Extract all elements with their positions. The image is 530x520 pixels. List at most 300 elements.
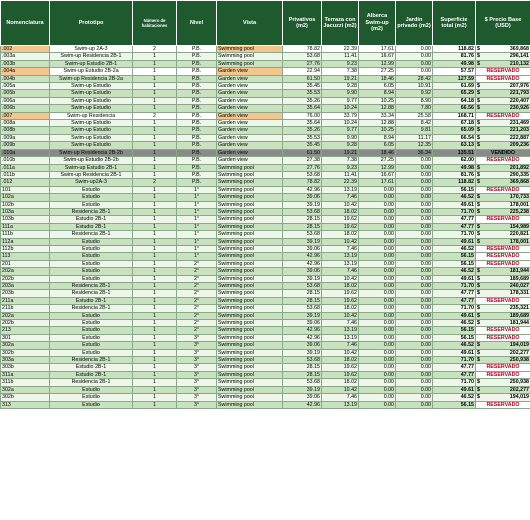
currency-symbol: $ <box>477 386 480 393</box>
pool-cell: 0.00 <box>359 194 396 201</box>
level-cell: P.B. <box>177 149 217 156</box>
garden-cell: 0.00 <box>396 379 433 386</box>
bedrooms-cell: 1 <box>133 83 177 90</box>
level-cell: P.B. <box>177 97 217 104</box>
view-cell: Swimming pool <box>217 208 283 215</box>
price-cell: $ 189,689 <box>477 312 529 319</box>
private-area-cell: 53.68 <box>283 283 322 290</box>
level-cell: P.B. <box>177 179 217 186</box>
total-area-cell: 47.77 <box>433 290 476 297</box>
pool-cell: 33.34 <box>359 112 396 119</box>
pool-cell: 17.61 <box>359 179 396 186</box>
view-cell: Swimming pool <box>217 186 283 193</box>
pool-cell: 12.99 <box>359 164 396 171</box>
pool-cell: 0.00 <box>359 186 396 193</box>
unit-code-cell: 112a <box>1 238 50 245</box>
header-vista: Vista <box>217 1 283 46</box>
price-cell: RESERVADO <box>476 327 530 334</box>
view-cell: Swimming pool <box>217 223 283 230</box>
level-cell: 1° <box>177 201 217 208</box>
pool-cell: 0.00 <box>359 231 396 238</box>
total-area-cell: 47.77 <box>433 223 476 230</box>
garden-cell: 0.00 <box>396 297 433 304</box>
view-cell: Swimming pool <box>217 231 283 238</box>
price-cell: $ 178,001 <box>477 201 529 208</box>
currency-symbol: $ <box>477 349 480 356</box>
level-cell: 1° <box>177 238 217 245</box>
table-row <box>1 364 530 371</box>
view-cell: Swimming pool <box>217 216 283 223</box>
view-cell: Swimming pool <box>217 320 283 327</box>
table-row <box>1 53 530 60</box>
unit-code-cell: .010a <box>1 149 50 156</box>
total-area-cell: 46.52 <box>433 320 476 327</box>
total-area-cell: 49.98 <box>433 164 476 171</box>
pool-cell: 0.00 <box>359 245 396 252</box>
total-area-cell: 118.82 <box>433 179 476 186</box>
private-area-cell: 53.68 <box>283 171 322 178</box>
garden-cell: 0.00 <box>396 386 433 393</box>
total-area-cell: 57.57 <box>433 68 476 75</box>
view-cell: Garden view <box>217 75 283 82</box>
pool-cell: 0.00 <box>359 327 396 334</box>
terrace-cell: 18.02 <box>322 231 359 238</box>
total-area-cell: 66.54 <box>433 134 476 141</box>
prototype-cell: Estudio <box>50 386 133 393</box>
garden-cell: 0.00 <box>396 245 433 252</box>
price-cell: RESERVADO <box>476 334 530 341</box>
table-row <box>1 194 530 201</box>
price-cell: $ 221,793 <box>477 90 529 97</box>
garden-cell: 0.00 <box>396 357 433 364</box>
bedrooms-cell: 1 <box>133 157 177 164</box>
total-area-cell: 46.52 <box>433 394 476 401</box>
terrace-cell: 9.90 <box>322 90 359 97</box>
unit-code-cell: .012 <box>1 179 50 186</box>
pool-cell: 27.25 <box>359 68 396 75</box>
view-cell: Swimming pool <box>217 46 283 53</box>
view-cell: Swimming pool <box>217 60 283 67</box>
level-cell: 2° <box>177 290 217 297</box>
currency-symbol: $ <box>477 97 480 104</box>
pool-cell: 0.00 <box>359 320 396 327</box>
prototype-cell: Residencia 2B-1 <box>50 290 133 297</box>
price-cell: RESERVADO <box>476 297 530 304</box>
pool-cell: 0.00 <box>359 283 396 290</box>
pool-cell: 0.00 <box>359 334 396 341</box>
table-row <box>1 97 530 104</box>
pool-cell: 12.88 <box>359 105 396 112</box>
total-area-cell: 56.15 <box>433 260 476 267</box>
header-jardin: Jardín privado (m2) <box>396 1 433 46</box>
unit-code-cell: 202b <box>1 320 50 327</box>
prototype-cell: Swim-up Estudio <box>50 90 133 97</box>
prototype-cell: Swim-up Estudio <box>50 83 133 90</box>
pool-cell: 12.88 <box>359 120 396 127</box>
private-area-cell: 39.19 <box>283 275 322 282</box>
price-cell: RESERVADO <box>476 68 530 75</box>
terrace-cell: 19.62 <box>322 290 359 297</box>
view-cell: Swimming pool <box>217 364 283 371</box>
bedrooms-cell: 1 <box>133 268 177 275</box>
garden-cell: 7.80 <box>396 105 433 112</box>
terrace-cell: 13.19 <box>322 327 359 334</box>
total-area-cell: 46.52 <box>433 194 476 201</box>
view-cell: Swimming pool <box>217 334 283 341</box>
bedrooms-cell: 1 <box>133 238 177 245</box>
garden-cell: 0.00 <box>396 201 433 208</box>
prototype-cell: Estudio <box>50 238 133 245</box>
prototype-cell: Residencia 2B-1 <box>50 305 133 312</box>
unit-code-cell: 201 <box>1 260 50 267</box>
level-cell: P.B. <box>177 142 217 149</box>
level-cell: 1° <box>177 223 217 230</box>
unit-code-cell: 301 <box>1 334 50 341</box>
private-area-cell: 78.82 <box>283 179 322 186</box>
pool-cell: 18.46 <box>359 75 396 82</box>
price-cell: RESERVADO <box>476 157 530 164</box>
bedrooms-cell: 1 <box>133 149 177 156</box>
prototype-cell: Swim-up 2A-3 <box>50 46 133 53</box>
table-row <box>1 275 530 282</box>
table-row <box>1 283 530 290</box>
level-cell: P.B. <box>177 134 217 141</box>
price-cell: $ 154,989 <box>477 223 529 230</box>
bedrooms-cell: 1 <box>133 305 177 312</box>
unit-code-cell: 302a <box>1 386 50 393</box>
level-cell: 3° <box>177 386 217 393</box>
bedrooms-cell: 1 <box>133 90 177 97</box>
pool-cell: 0.00 <box>359 223 396 230</box>
view-cell: Swimming pool <box>217 53 283 60</box>
unit-code-cell: 112b <box>1 245 50 252</box>
table-row <box>1 245 530 252</box>
private-area-cell: 39.19 <box>283 312 322 319</box>
private-area-cell: 28.15 <box>283 290 322 297</box>
garden-cell: 0.00 <box>396 164 433 171</box>
total-area-cell: 135.51 <box>433 149 476 156</box>
pool-cell: 17.61 <box>359 46 396 53</box>
prototype-cell: Swim-up Estudio <box>50 127 133 134</box>
unit-code-cell: .003b <box>1 60 50 67</box>
price-cell: RESERVADO <box>476 75 530 82</box>
pool-cell: 0.00 <box>359 290 396 297</box>
prototype-cell: Swim-up2A-3 <box>50 179 133 186</box>
total-area-cell: 56.15 <box>433 186 476 193</box>
private-area-cell: 35.45 <box>283 83 322 90</box>
table-row <box>1 268 530 275</box>
garden-cell: 0.00 <box>396 327 433 334</box>
level-cell: 1° <box>177 253 217 260</box>
header-nomenclatura: Nomenclatura <box>1 1 50 46</box>
private-area-cell: 35.53 <box>283 90 322 97</box>
private-area-cell: 35.45 <box>283 142 322 149</box>
currency-symbol: $ <box>477 208 480 215</box>
unit-code-cell: 103a <box>1 208 50 215</box>
bedrooms-cell: 1 <box>133 186 177 193</box>
total-area-cell: 71.70 <box>433 283 476 290</box>
table-row <box>1 231 530 238</box>
view-cell: Swimming pool <box>217 275 283 282</box>
prototype-cell: Estudio <box>50 334 133 341</box>
private-area-cell: 28.15 <box>283 297 322 304</box>
garden-cell: 0.00 <box>396 238 433 245</box>
unit-code-cell: 102a <box>1 194 50 201</box>
table-row <box>1 46 530 53</box>
pool-cell: 0.00 <box>359 312 396 319</box>
garden-cell: 0.00 <box>396 194 433 201</box>
terrace-cell: 7.46 <box>322 394 359 401</box>
table-row <box>1 120 530 127</box>
total-area-cell: 56.15 <box>433 253 476 260</box>
terrace-cell: 18.02 <box>322 283 359 290</box>
unit-code-cell: 213 <box>1 327 50 334</box>
terrace-cell: 33.79 <box>322 112 359 119</box>
unit-code-cell: .008a <box>1 120 50 127</box>
prototype-cell: Estudio <box>50 253 133 260</box>
total-area-cell: 47.77 <box>433 371 476 378</box>
private-area-cell: 53.68 <box>283 305 322 312</box>
garden-cell: 28.42 <box>396 75 433 82</box>
level-cell: P.B. <box>177 68 217 75</box>
prototype-cell: Estudio 2B-1 <box>50 297 133 304</box>
private-area-cell: 53.68 <box>283 208 322 215</box>
private-area-cell: 28.15 <box>283 223 322 230</box>
terrace-cell: 9.23 <box>322 164 359 171</box>
terrace-cell: 9.28 <box>322 142 359 149</box>
private-area-cell: 53.68 <box>283 379 322 386</box>
bedrooms-cell: 2 <box>133 46 177 53</box>
price-cell: $ 231,469 <box>477 120 529 127</box>
level-cell: P.B. <box>177 75 217 82</box>
bedrooms-cell: 1 <box>133 334 177 341</box>
table-row <box>1 201 530 208</box>
garden-cell: 0.00 <box>396 157 433 164</box>
prototype-cell: Swim-up Estudio <box>50 120 133 127</box>
currency-symbol: $ <box>477 105 480 112</box>
table-row <box>1 157 530 164</box>
prototype-cell: Estudio <box>50 320 133 327</box>
prototype-cell: Estudio <box>50 275 133 282</box>
table-row <box>1 305 530 312</box>
private-area-cell: 27.76 <box>283 164 322 171</box>
table-row <box>1 223 530 230</box>
terrace-cell: 11.41 <box>322 171 359 178</box>
level-cell: 2° <box>177 305 217 312</box>
table-row <box>1 320 530 327</box>
unit-code-cell: 311a <box>1 371 50 378</box>
unit-code-cell: .010b <box>1 157 50 164</box>
bedrooms-cell: 1 <box>133 201 177 208</box>
view-cell: Swimming pool <box>217 194 283 201</box>
terrace-cell: 10.24 <box>322 120 359 127</box>
currency-symbol: $ <box>477 179 480 186</box>
total-area-cell: 81.76 <box>433 171 476 178</box>
price-cell: $ 194,019 <box>477 342 529 349</box>
total-area-cell: 56.15 <box>433 327 476 334</box>
garden-cell: 0.00 <box>396 216 433 223</box>
prototype-cell: Estudio <box>50 268 133 275</box>
bedrooms-cell: 2 <box>133 112 177 119</box>
unit-code-cell: .002 <box>1 46 50 53</box>
total-area-cell: 47.77 <box>433 297 476 304</box>
terrace-cell: 10.42 <box>322 312 359 319</box>
table-row <box>1 312 530 319</box>
header-precio: $ Precio Base (USD) <box>476 1 530 46</box>
view-cell: Swimming pool <box>217 312 283 319</box>
pool-cell: 10.25 <box>359 97 396 104</box>
price-cell: RESERVADO <box>476 401 530 408</box>
bedrooms-cell: 1 <box>133 386 177 393</box>
level-cell: 3° <box>177 334 217 341</box>
garden-cell: 8.42 <box>396 120 433 127</box>
private-area-cell: 39.19 <box>283 349 322 356</box>
price-cell: $ 202,277 <box>477 386 529 393</box>
unit-code-cell: .007 <box>1 112 50 119</box>
currency-symbol: $ <box>477 171 480 178</box>
terrace-cell: 10.42 <box>322 238 359 245</box>
table-row <box>1 112 530 119</box>
view-cell: Swimming pool <box>217 327 283 334</box>
pool-cell: 0.00 <box>359 371 396 378</box>
unit-code-cell: .009b <box>1 142 50 149</box>
view-cell: Swimming pool <box>217 342 283 349</box>
table-row <box>1 394 530 401</box>
unit-code-cell: 101 <box>1 186 50 193</box>
price-cell: RESERVADO <box>476 260 530 267</box>
unit-code-cell: 103b <box>1 216 50 223</box>
pool-cell: 0.00 <box>359 260 396 267</box>
prototype-cell: Estudio <box>50 186 133 193</box>
view-cell: Garden view <box>217 90 283 97</box>
pool-cell: 0.00 <box>359 253 396 260</box>
unit-code-cell: .006a <box>1 97 50 104</box>
price-cell: $ 194,019 <box>477 394 529 401</box>
bedrooms-cell: 1 <box>133 275 177 282</box>
bedrooms-cell: 1 <box>133 194 177 201</box>
pool-cell: 0.00 <box>359 401 396 408</box>
garden-cell: 0.00 <box>396 46 433 53</box>
bedrooms-cell: 1 <box>133 223 177 230</box>
currency-symbol: $ <box>477 194 480 201</box>
view-cell: Swimming pool <box>217 179 283 186</box>
table-row <box>1 208 530 215</box>
unit-code-cell: 302a <box>1 342 50 349</box>
view-cell: Garden view <box>217 127 283 134</box>
unit-code-cell: .006b <box>1 105 50 112</box>
prototype-cell: Estudio <box>50 201 133 208</box>
pool-cell: 8.94 <box>359 90 396 97</box>
prototype-cell: Estudio <box>50 194 133 201</box>
garden-cell: 9.92 <box>396 90 433 97</box>
garden-cell: 0.00 <box>396 179 433 186</box>
prototype-cell: Swim-up Estudio 2B-1 <box>50 164 133 171</box>
view-cell: Swimming pool <box>217 401 283 408</box>
private-area-cell: 35.64 <box>283 120 322 127</box>
total-area-cell: 65.29 <box>433 90 476 97</box>
currency-symbol: $ <box>477 379 480 386</box>
private-area-cell: 22.94 <box>283 68 322 75</box>
terrace-cell: 19.62 <box>322 364 359 371</box>
bedrooms-cell: 1 <box>133 60 177 67</box>
total-area-cell: 61.69 <box>433 83 476 90</box>
unit-code-cell: 113 <box>1 253 50 260</box>
price-cell: $ 207,976 <box>477 83 529 90</box>
total-area-cell: 46.52 <box>433 245 476 252</box>
view-cell: Garden view <box>217 68 283 75</box>
total-area-cell: 49.61 <box>433 275 476 282</box>
garden-cell: 0.00 <box>396 253 433 260</box>
unit-code-cell: .011a <box>1 164 50 171</box>
pool-cell: 16.67 <box>359 171 396 178</box>
garden-cell: 0.00 <box>396 231 433 238</box>
bedrooms-cell: 1 <box>133 75 177 82</box>
unit-code-cell: 102b <box>1 201 50 208</box>
unit-code-cell: .008b <box>1 127 50 134</box>
bedrooms-cell: 1 <box>133 231 177 238</box>
garden-cell: 0.00 <box>396 186 433 193</box>
garden-cell: 0.00 <box>396 364 433 371</box>
price-cell: $ 369,868 <box>477 46 529 52</box>
table-row <box>1 105 530 112</box>
currency-symbol: $ <box>477 290 480 297</box>
private-area-cell: 39.06 <box>283 320 322 327</box>
garden-cell: 0.00 <box>396 68 433 75</box>
price-cell: $ 296,141 <box>477 53 529 60</box>
prototype-cell: Swim-up Estudio <box>50 105 133 112</box>
bedrooms-cell: 1 <box>133 253 177 260</box>
table-row <box>1 357 530 364</box>
prototype-cell: Estudio <box>50 349 133 356</box>
prototype-cell: Swim-up Residencia 2B-1 <box>50 53 133 60</box>
table-row <box>1 290 530 297</box>
currency-symbol: $ <box>477 164 480 171</box>
terrace-cell: 7.38 <box>322 157 359 164</box>
level-cell: 1° <box>177 208 217 215</box>
header-terraza: Terraza con Jacuzzi (m2) <box>322 1 359 46</box>
header-habitaciones: Número de habitaciones <box>133 1 177 46</box>
level-cell: 3° <box>177 394 217 401</box>
level-cell: 2° <box>177 260 217 267</box>
prototype-cell: Swim-up Estudio <box>50 97 133 104</box>
unit-code-cell: 313 <box>1 401 50 408</box>
price-cell: $ 201,892 <box>477 164 529 171</box>
price-cell: RESERVADO <box>476 186 530 193</box>
prototype-cell: Residencia 2B-1 <box>50 283 133 290</box>
private-area-cell: 42.96 <box>283 334 322 341</box>
table-row <box>1 83 530 90</box>
view-cell: Swimming pool <box>217 386 283 393</box>
view-cell: Garden view <box>217 149 283 156</box>
bedrooms-cell: 1 <box>133 120 177 127</box>
price-cell: $ 178,331 <box>477 290 529 297</box>
level-cell: 1° <box>177 231 217 238</box>
pool-cell: 8.94 <box>359 134 396 141</box>
terrace-cell: 18.02 <box>322 305 359 312</box>
pool-cell: 0.00 <box>359 386 396 393</box>
level-cell: P.B. <box>177 90 217 97</box>
level-cell: 1° <box>177 216 217 223</box>
currency-symbol: $ <box>477 60 480 67</box>
unit-code-cell: .011b <box>1 171 50 178</box>
total-area-cell: 67.18 <box>433 120 476 127</box>
terrace-cell: 10.24 <box>322 105 359 112</box>
currency-symbol: $ <box>477 46 480 52</box>
price-cell: $ 220,821 <box>477 231 529 238</box>
view-cell: Swimming pool <box>217 283 283 290</box>
terrace-cell: 7.46 <box>322 245 359 252</box>
garden-cell: 0.00 <box>396 60 433 67</box>
